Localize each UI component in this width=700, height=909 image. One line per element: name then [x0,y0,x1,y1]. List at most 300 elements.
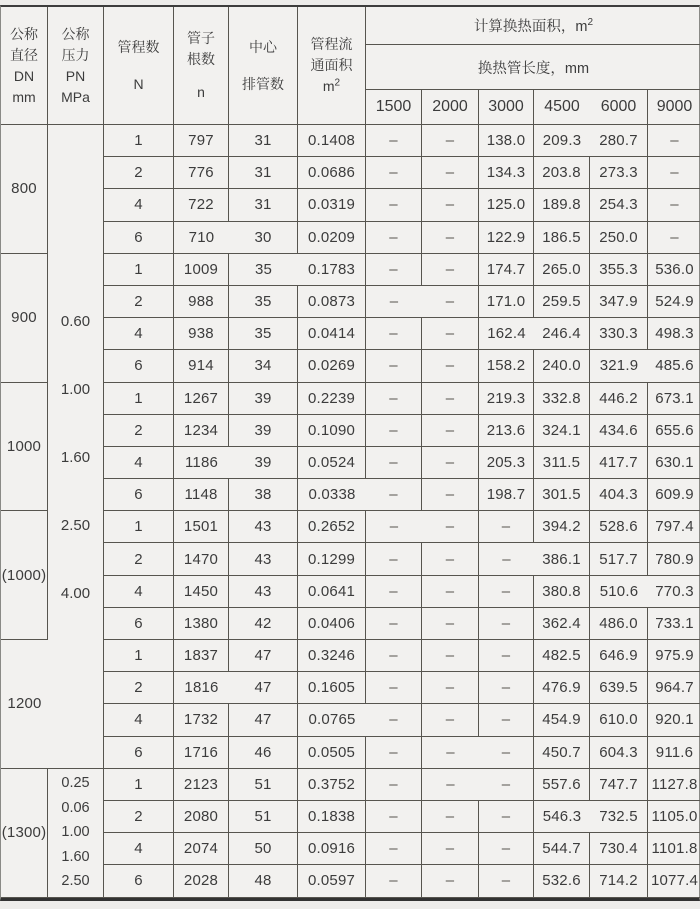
cell-center-rows [229,704,298,736]
cell-passes [104,737,174,769]
cell-value: 311.5 [542,453,581,471]
cell-value: 722 [188,196,214,214]
cell-area-6000 [590,125,648,157]
cell-center-rows [229,254,298,286]
cell-flow-area [298,801,366,833]
cell-tube-count [174,865,229,897]
cell-value: 1101.8 [651,840,698,858]
cell-flow-area [298,769,366,801]
header-line: mm [12,88,36,105]
cell-area-6000 [590,608,648,640]
cell-value: 301.5 [542,486,581,504]
pn-cell [48,769,104,898]
header-calc-area [366,7,700,45]
cell-flow-area [298,865,366,897]
cell-value: 48 [254,872,272,890]
cell-value: 485.6 [655,357,694,375]
cell-value: 1470 [183,550,219,568]
cell-value: 0.1299 [307,550,356,568]
cell-value: – [445,679,455,697]
cell-value: – [501,808,511,826]
cell-tube-count [174,479,229,511]
cell-area-4500 [534,318,590,350]
cell-value: 1501 [183,518,219,536]
cell-area-3000 [479,576,534,608]
cell-value: 198.7 [486,486,526,504]
cell-area-9000 [648,608,700,640]
cell-value: 1105.0 [651,808,698,826]
cell-value: 31 [254,196,272,214]
cell-value: – [445,164,455,182]
cell-value: 517.7 [599,550,638,568]
cell-area-3000 [479,222,534,254]
cell-area-9000 [648,222,700,254]
cell-value: – [389,228,398,246]
cell-area-6000 [590,801,648,833]
cell-value: 747.7 [599,775,638,793]
cell-value: – [389,164,398,182]
cell-value: 35 [254,260,273,278]
cell-center-rows [229,511,298,543]
header-line: 管子 [187,30,215,46]
cell-value: 246.4 [542,325,581,343]
header-length-3000 [479,90,534,125]
cell-value: 324.1 [542,421,581,439]
cell-value: – [389,453,398,471]
header-line: PN [65,67,86,84]
cell-value: 0.0597 [307,872,356,890]
tube-length-text: 换热管长度，mm [477,60,590,77]
cell-area-1500 [366,640,422,672]
length-label: 3000 [488,98,524,115]
cell-value: – [445,421,455,439]
cell-value: – [502,550,511,568]
cell-area-6000 [590,640,648,672]
cell-area-4500 [534,608,590,640]
cell-value: 0.1090 [307,421,356,439]
cell-value: – [445,872,455,890]
cell-area-9000 [648,479,700,511]
cell-tube-count [174,318,229,350]
cell-value: 1816 [184,679,219,697]
cell-value: – [445,325,455,343]
cell-value: – [445,453,455,471]
cell-value: 34 [254,357,272,375]
cell-tube-count [174,769,229,801]
cell-area-1500 [366,672,422,704]
cell-area-4500 [534,865,590,897]
cell-area-1500 [366,704,422,736]
cell-area-1500 [366,801,422,833]
cell-passes [104,189,174,221]
cell-area-9000 [648,318,700,350]
cell-value: – [501,518,511,536]
length-label: 1500 [375,98,412,115]
cell-value: 0.0916 [307,840,356,858]
cell-value: 914 [188,357,214,375]
cell-value: – [445,808,455,826]
cell-area-2000 [422,189,479,221]
cell-value: – [389,582,398,600]
cell-value: 158.2 [486,357,526,375]
cell-value: 911.6 [655,743,694,761]
cell-value: 205.3 [486,453,526,471]
cell-area-1500 [366,865,422,897]
cell-area-6000 [590,672,648,704]
cell-value: 203.8 [542,164,581,182]
cell-value: 450.7 [542,743,581,761]
cell-value: – [501,711,511,729]
cell-area-9000 [648,737,700,769]
cell-value: 2 [134,679,143,697]
cell-area-4500 [534,157,590,189]
cell-value: 797.4 [655,518,694,536]
header-length-9000 [648,90,700,125]
cell-value: 254.3 [599,196,638,214]
cell-tube-count [174,157,229,189]
cell-value: 776 [188,164,214,182]
cell-value: 1732 [183,711,219,729]
cell-value: 0.1605 [307,679,356,697]
cell-center-rows [229,479,298,511]
cell-area-3000 [479,318,534,350]
cell-value: 6 [134,486,143,504]
header-line: n [197,84,205,100]
cell-area-2000 [422,511,479,543]
cell-value: 1450 [183,582,219,600]
cell-value: 544.7 [542,840,581,858]
cell-value: – [501,679,511,697]
cell-flow-area [298,286,366,318]
cell-area-3000 [479,415,534,447]
cell-value: 189.8 [542,196,581,214]
cell-value: 50 [254,840,272,858]
cell-value: – [389,743,398,761]
cell-area-2000 [422,704,479,736]
cell-value: 0.1838 [307,808,356,826]
cell-area-2000 [422,479,479,511]
cell-center-rows [229,286,298,318]
length-label: 6000 [600,98,637,115]
cell-area-2000 [422,543,479,575]
cell-area-3000 [479,383,534,415]
cell-area-3000 [479,254,534,286]
cell-value: – [389,132,398,150]
cell-value: 528.6 [599,518,638,536]
cell-value: 47 [254,647,272,665]
cell-flow-area [298,383,366,415]
cell-value: 1148 [184,486,218,504]
cell-center-rows [229,189,298,221]
cell-area-4500 [534,833,590,865]
cell-value: 1234 [183,421,219,439]
cell-value: 174.7 [486,260,526,278]
cell-passes [104,254,174,286]
cell-tube-count [174,801,229,833]
cell-value: 31 [254,164,272,182]
header-line: N [133,75,144,92]
cell-value: 250.0 [599,228,638,246]
heat-exchanger-spec-table [0,5,700,901]
cell-tube-count [174,254,229,286]
cell-value: 4 [134,196,143,214]
cell-value: 646.9 [599,647,638,665]
cell-value: – [389,389,398,407]
cell-value: 0.1408 [307,132,356,150]
cell-value: 797 [188,132,214,150]
cell-area-1500 [366,254,422,286]
cell-tube-count [174,350,229,382]
cell-value: 732.5 [599,808,638,826]
dn-value: (1000) [1,566,47,584]
cell-value: 4 [134,711,143,729]
cell-value: 0.0414 [307,325,356,343]
cell-flow-area [298,479,366,511]
cell-passes [104,479,174,511]
cell-passes [104,511,174,543]
cell-value: 1267 [183,389,219,407]
cell-area-6000 [590,511,648,543]
cell-area-3000 [479,350,534,382]
cell-center-rows [229,769,298,801]
cell-area-9000 [648,833,700,865]
cell-area-9000 [648,157,700,189]
cell-area-6000 [590,833,648,865]
cell-area-6000 [590,189,648,221]
cell-passes [104,865,174,897]
cell-area-9000 [648,865,700,897]
cell-area-3000 [479,737,534,769]
cell-value: 1 [134,518,143,536]
cell-value: 4 [134,453,143,471]
cell-value: – [501,840,511,858]
cell-area-6000 [590,543,648,575]
superscript: 2 [587,17,594,29]
dn-cell [1,769,48,898]
cell-area-2000 [422,318,479,350]
cell-passes [104,576,174,608]
cell-value: – [445,840,455,858]
cell-value: 259.5 [542,293,581,311]
cell-passes [104,125,174,157]
cell-value: – [445,518,455,536]
dn-value: 900 [11,309,37,327]
cell-value: 2123 [183,775,219,793]
cell-area-6000 [590,222,648,254]
unit-base: m [322,78,335,94]
cell-flow-area [298,222,366,254]
header-dn [1,7,48,125]
cell-value: 557.6 [542,775,581,793]
cell-value: 38 [254,486,272,504]
cell-area-4500 [534,222,590,254]
cell-value: 330.3 [599,325,638,343]
header-flow-area [298,7,366,125]
cell-value: – [445,582,455,600]
cell-value: 219.3 [486,389,526,407]
cell-area-6000 [590,350,648,382]
cell-value: 0.2652 [307,518,356,536]
cell-flow-area [298,576,366,608]
cell-value: 6 [134,872,143,890]
cell-area-4500 [534,543,590,575]
cell-area-6000 [590,769,648,801]
cell-value: – [670,164,679,182]
cell-area-6000 [590,254,648,286]
cell-area-4500 [534,737,590,769]
pn-merged-cell [48,125,104,769]
cell-value: 51 [254,775,272,793]
cell-value: 655.6 [655,421,694,439]
cell-value: 476.9 [542,679,581,697]
cell-value: 964.7 [655,679,694,697]
cell-tube-count [174,447,229,479]
cell-area-1500 [366,189,422,221]
cell-value: 35 [254,325,272,343]
pn-value: 4.00 [60,584,91,602]
cell-passes [104,640,174,672]
cell-area-6000 [590,415,648,447]
dn-value: 1200 [7,695,42,713]
cell-value: – [389,518,399,536]
cell-area-9000 [648,383,700,415]
cell-value: 673.1 [655,389,694,407]
length-label: 2000 [432,98,468,115]
cell-value: – [389,550,398,568]
pn-value: 1.00 [61,824,90,841]
header-line: 公称 [10,25,38,42]
cell-value: 0.0505 [307,743,356,761]
cell-center-rows [229,350,298,382]
cell-value: 524.9 [655,293,694,311]
cell-value: 51 [254,808,272,826]
header-line: 直径 [10,46,38,63]
cell-value: 280.7 [599,132,638,150]
cell-value: 4 [134,582,143,600]
header-line: 管程数 [117,38,160,55]
header-tube-count [174,7,229,125]
cell-center-rows [229,672,298,704]
cell-value: 6 [134,743,143,761]
cell-flow-area [298,318,366,350]
cell-value: 0.3752 [307,775,356,793]
cell-value: – [389,840,398,858]
cell-value: – [389,196,398,214]
cell-value: 1380 [183,614,219,632]
cell-value: 710 [188,228,215,246]
cell-tube-count [174,222,229,254]
cell-value: 498.3 [655,325,694,343]
cell-tube-count [174,543,229,575]
cell-passes [104,350,174,382]
cell-area-9000 [648,672,700,704]
cell-value: 30 [254,228,272,246]
cell-area-4500 [534,801,590,833]
cell-area-9000 [648,511,700,543]
cell-value: – [389,679,398,697]
cell-area-1500 [366,415,422,447]
cell-value: 0.0765 [308,711,356,729]
cell-area-2000 [422,447,479,479]
cell-area-4500 [534,479,590,511]
cell-passes [104,286,174,318]
cell-value: 1716 [183,743,219,761]
cell-value: 2 [134,808,143,826]
cell-center-rows [229,543,298,575]
cell-area-4500 [534,704,590,736]
cell-value: 380.8 [542,582,581,600]
cell-value: 321.9 [599,357,639,375]
dn-cell [1,640,48,769]
cell-flow-area [298,511,366,543]
cell-tube-count [174,737,229,769]
cell-area-3000 [479,640,534,672]
cell-area-4500 [534,769,590,801]
cell-center-rows [229,157,298,189]
cell-area-2000 [422,415,479,447]
dn-cell [1,383,48,512]
cell-value: 265.0 [542,260,581,278]
cell-tube-count [174,189,229,221]
cell-flow-area [298,189,366,221]
cell-value: 733.1 [655,614,694,632]
header-line: 通面积 [310,57,353,73]
header-length-2000 [422,90,479,125]
cell-area-9000 [648,769,700,801]
cell-value: – [501,647,511,665]
cell-area-9000 [648,125,700,157]
cell-area-3000 [479,125,534,157]
cell-value: – [389,293,399,311]
cell-value: – [445,647,455,665]
cell-area-4500 [534,254,590,286]
cell-value: 1 [134,260,143,278]
cell-area-3000 [479,833,534,865]
cell-area-4500 [534,125,590,157]
cell-area-1500 [366,576,422,608]
cell-value: – [389,421,398,439]
cell-area-9000 [648,576,700,608]
cell-area-9000 [648,189,700,221]
cell-area-6000 [590,865,648,897]
cell-tube-count [174,511,229,543]
cell-area-3000 [479,157,534,189]
cell-tube-count [174,125,229,157]
cell-value: 482.5 [542,647,581,665]
cell-area-6000 [590,479,648,511]
cell-center-rows [229,640,298,672]
cell-tube-count [174,704,229,736]
cell-value: – [389,647,398,665]
cell-area-2000 [422,801,479,833]
cell-value: – [389,486,398,504]
cell-passes [104,672,174,704]
cell-value: 4 [134,840,143,858]
pn-value: 0.60 [60,312,91,330]
cell-value: – [389,260,398,278]
cell-value: 0.0209 [307,228,356,246]
header-length-4500 [534,90,590,125]
cell-area-3000 [479,447,534,479]
cell-area-1500 [366,769,422,801]
cell-value: 434.6 [599,421,638,439]
cell-area-3000 [479,543,534,575]
cell-area-3000 [479,479,534,511]
cell-value: – [389,711,398,729]
cell-center-rows [229,383,298,415]
cell-area-9000 [648,286,700,318]
cell-flow-area [298,543,366,575]
